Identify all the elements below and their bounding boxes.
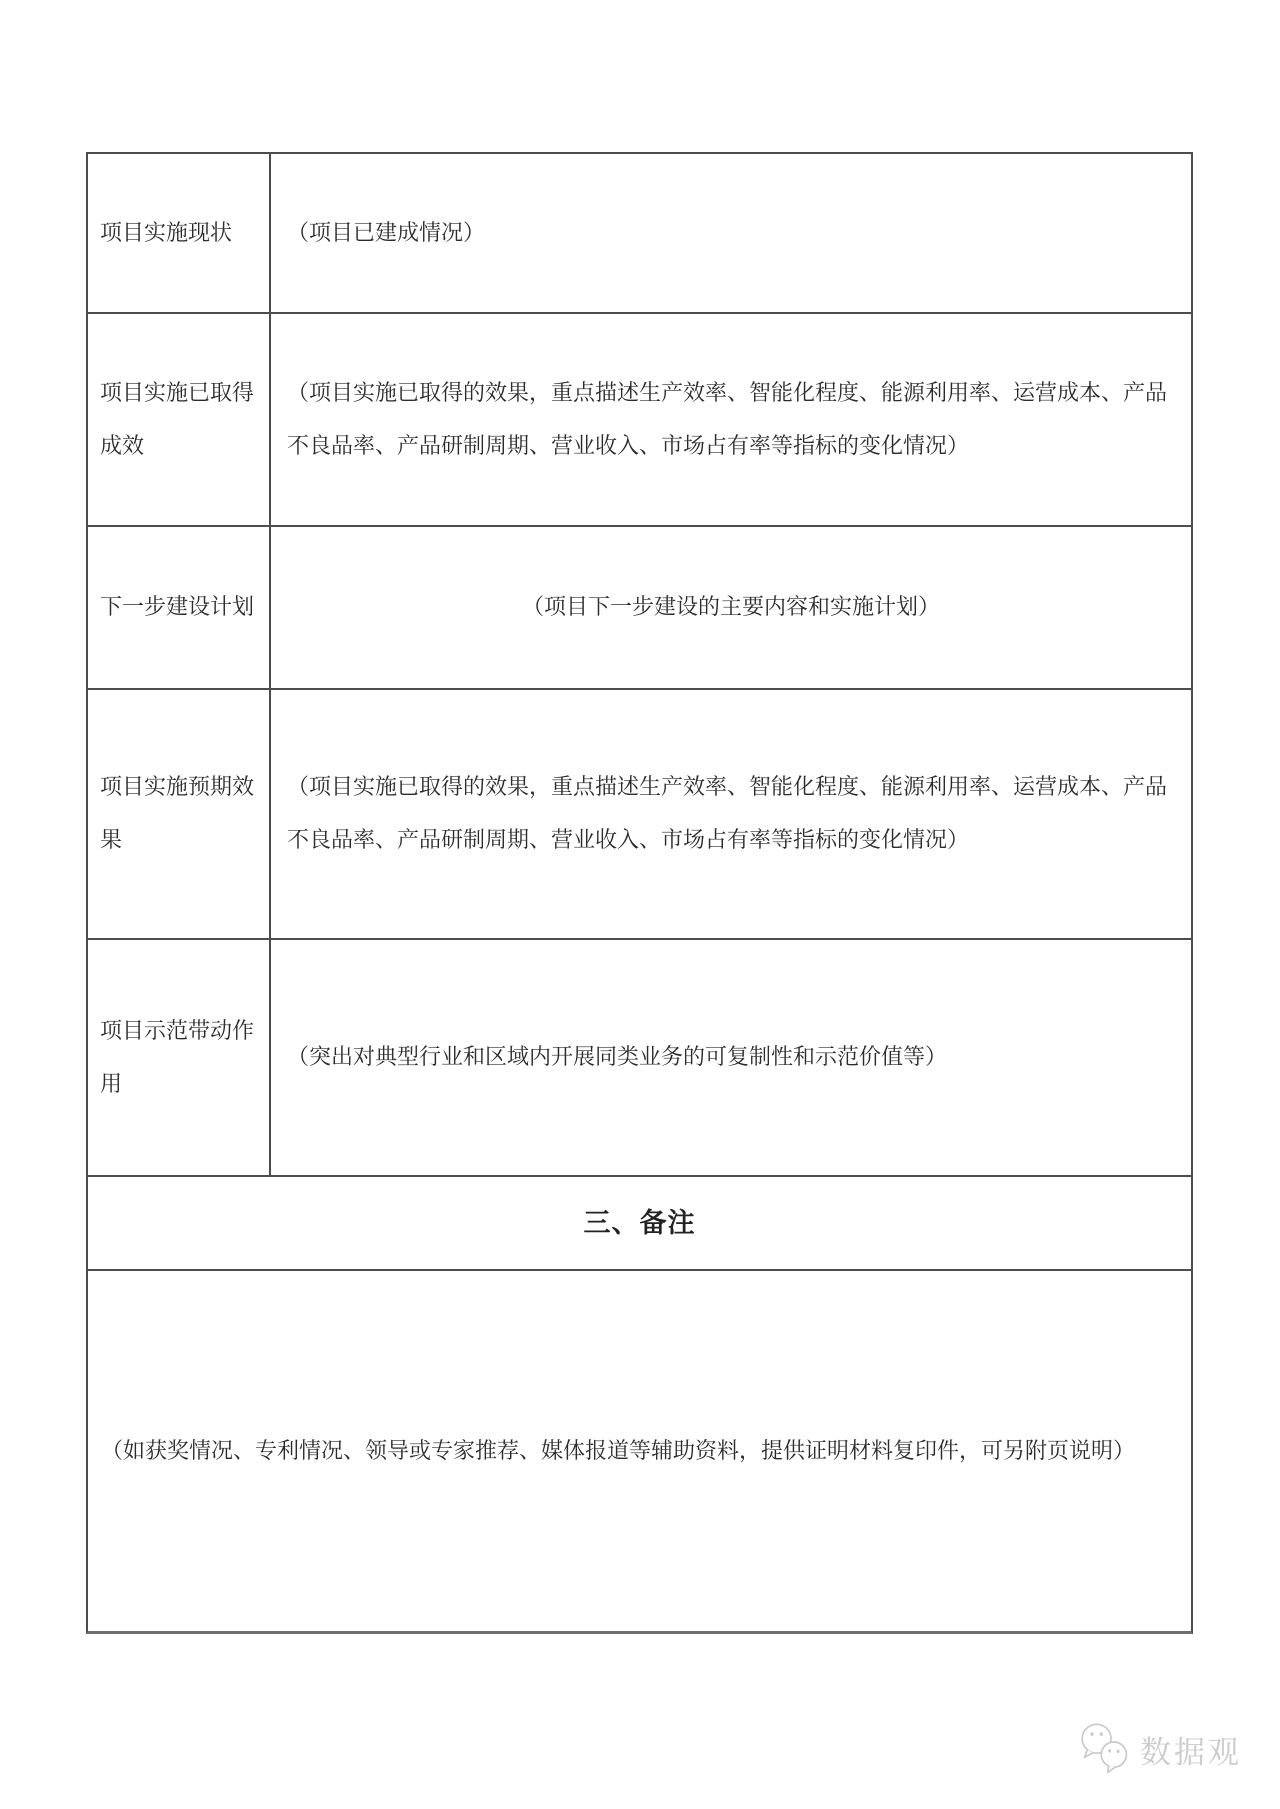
row-content-next-step-plan: （项目下一步建设的主要内容和实施计划）: [271, 527, 1191, 690]
application-form-table: [86, 152, 1193, 1634]
row-label-demonstration-effect: 项目示范带动作用: [88, 940, 271, 1177]
row-content-expected-results: （项目实施已取得的效果，重点描述生产效率、智能化程度、能源利用率、运营成本、产品不良品率、产品研制周期、营业收入、市场占有率等指标的变化情况）: [271, 690, 1191, 940]
section-header-remarks: 三、备注: [88, 1177, 1191, 1271]
row-label-expected-results: 项目实施预期效果: [88, 690, 271, 940]
watermark: [1077, 1722, 1242, 1776]
row-label-achieved-results: 项目实施已取得成效: [88, 314, 271, 527]
notes-content: （如获奖情况、专利情况、领导或专家推荐、媒体报道等辅助资料，提供证明材料复印件，可另附页说明）: [101, 1437, 1136, 1463]
watermark-text: 数据观: [1140, 1734, 1242, 1770]
row-label-next-step-plan: 下一步建设计划: [88, 527, 271, 690]
row-content-achieved-results: （项目实施已取得的效果，重点描述生产效率、智能化程度、能源利用率、运营成本、产品不良品率、产品研制周期、营业收入、市场占有率等指标的变化情况）: [271, 314, 1191, 527]
row-label-project-status: 项目实施现状: [88, 154, 271, 314]
row-content-demonstration-effect: （突出对典型行业和区域内开展同类业务的可复制性和示范价值等）: [271, 940, 1191, 1177]
wechat-speech-bubbles-icon: [1077, 1722, 1133, 1776]
row-content-project-status: （项目已建成情况）: [271, 154, 1191, 314]
